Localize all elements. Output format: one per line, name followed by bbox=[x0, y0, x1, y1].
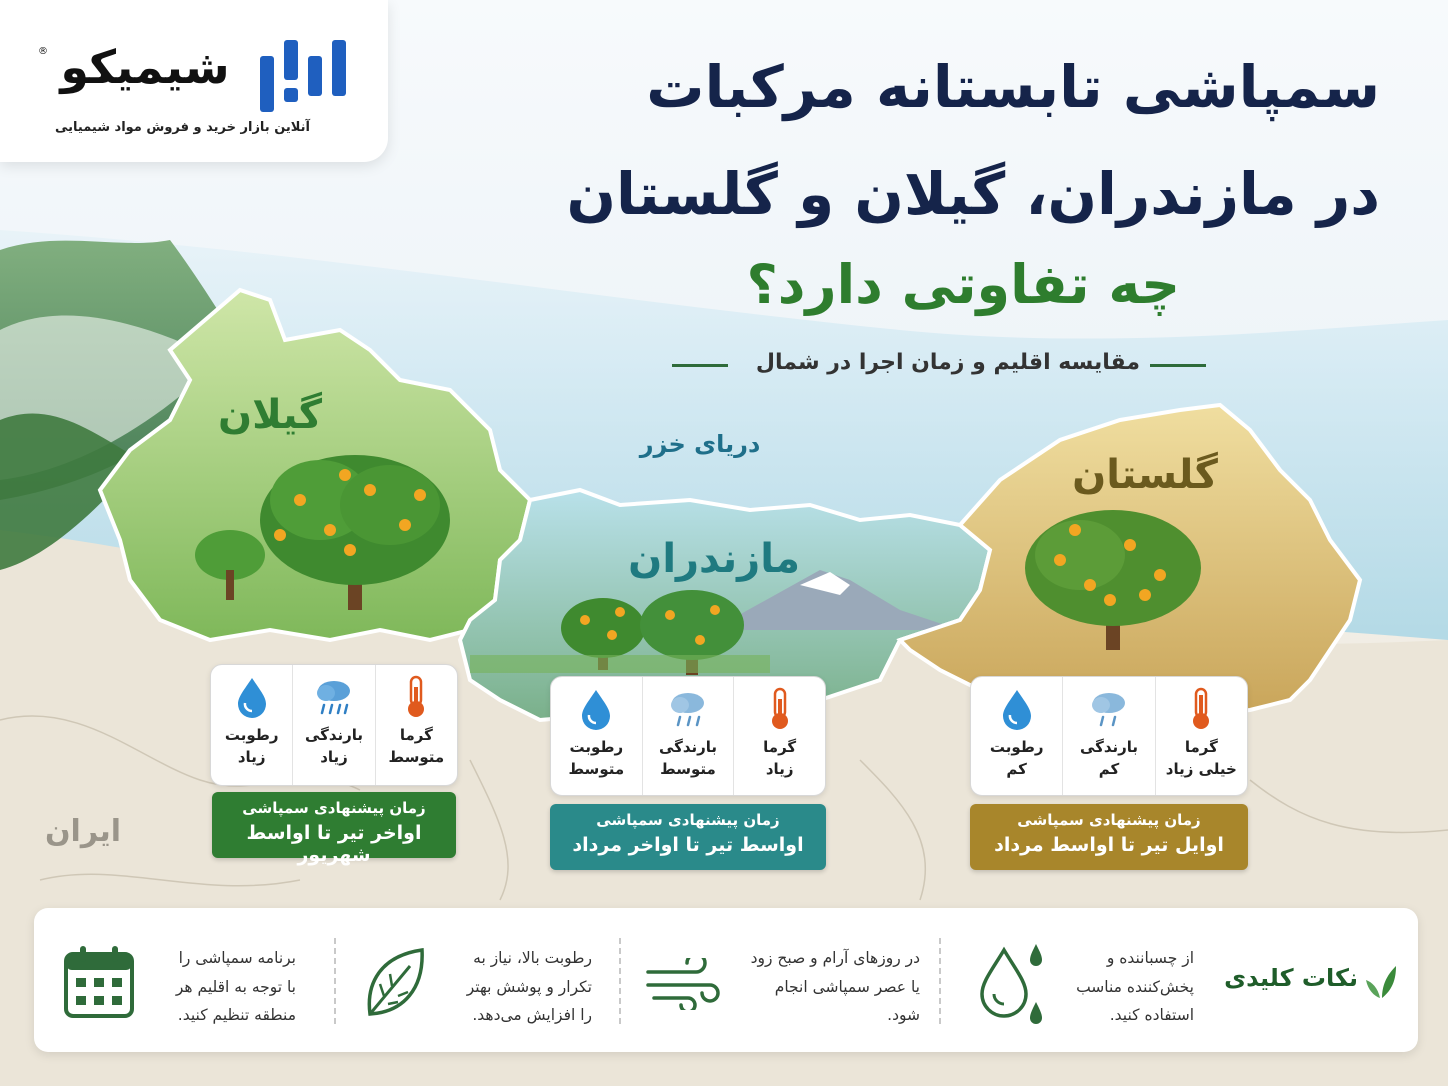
title-line-1: سمپاشی تابستانه مرکبات bbox=[646, 53, 1380, 121]
caspian-sea-label: دریای خزر bbox=[639, 430, 761, 458]
title-line-3: چه تفاوتی دارد؟ bbox=[746, 253, 1180, 316]
subtitle: مقایسه اقلیم و زمان اجرا در شمال bbox=[755, 350, 1140, 375]
thermometer-icon bbox=[1181, 687, 1221, 731]
line: با توجه به اقلیم هر bbox=[175, 977, 296, 996]
climate-humidity bbox=[551, 677, 642, 795]
region-name-gilan: گیلان bbox=[217, 392, 323, 438]
brand-logo-icon bbox=[254, 36, 354, 112]
divider bbox=[939, 938, 941, 1024]
climate-humidity bbox=[971, 677, 1062, 795]
key-point-text-3 bbox=[432, 944, 592, 1030]
line: رطوبت بالا، نیاز به bbox=[473, 949, 592, 967]
iran-label: ایران bbox=[44, 814, 122, 849]
water-drop-icon bbox=[576, 687, 616, 731]
timing-banner-gilan bbox=[212, 792, 456, 866]
rain-cloud-icon bbox=[668, 687, 708, 731]
timing-value: اواخر تیر تا اواسط شهریور bbox=[246, 822, 422, 866]
climate-rain bbox=[642, 677, 734, 795]
heat-label: گرما bbox=[1184, 738, 1218, 756]
line: را افزایش می‌دهد. bbox=[472, 1006, 592, 1025]
heat-level: متوسط bbox=[388, 747, 445, 766]
thermometer-icon bbox=[760, 687, 800, 731]
key-points-panel bbox=[34, 908, 1418, 1052]
rain-level: متوسط bbox=[660, 759, 716, 778]
climate-heat bbox=[733, 677, 825, 795]
climate-card-mazandaran bbox=[550, 676, 826, 796]
humidity-level: زیاد bbox=[237, 747, 266, 766]
humidity-label: رطوبت bbox=[569, 738, 624, 756]
rain-label: بارندگی bbox=[304, 726, 364, 744]
key-point-text-4 bbox=[138, 944, 296, 1030]
thermometer-icon bbox=[396, 675, 436, 719]
timing-label: زمان پیشنهادی سمپاشی bbox=[1017, 811, 1201, 829]
rain-cloud-icon bbox=[314, 675, 354, 719]
timing-label: زمان پیشنهادی سمپاشی bbox=[596, 811, 780, 829]
key-point-text-1 bbox=[1044, 944, 1194, 1030]
timing-banner-mazandaran bbox=[550, 804, 826, 870]
logo-card[interactable] bbox=[0, 0, 388, 162]
divider bbox=[619, 938, 621, 1024]
region-name-mazandaran: مازندران bbox=[628, 536, 800, 582]
subtitle-rule-right bbox=[1150, 364, 1206, 367]
climate-card-gilan bbox=[210, 664, 458, 786]
heat-level: خیلی زیاد bbox=[1165, 759, 1237, 778]
line: شود. bbox=[887, 1006, 920, 1025]
timing-value: اوایل تیر تا اواسط مرداد bbox=[994, 834, 1224, 856]
line: در روزهای آرام و صبح زود bbox=[750, 949, 920, 967]
line: برنامه سمپاشی را bbox=[178, 949, 296, 967]
droplets-icon bbox=[970, 940, 1050, 1026]
climate-humidity bbox=[211, 665, 292, 785]
line: منطقه تنظیم کنید. bbox=[177, 1006, 296, 1025]
humidity-level: کم bbox=[1006, 759, 1027, 778]
timing-label: زمان پیشنهادی سمپاشی bbox=[242, 799, 426, 817]
leaf-icon bbox=[360, 944, 430, 1022]
line: استفاده کنید. bbox=[1109, 1006, 1194, 1025]
subtitle-rule-left bbox=[672, 364, 728, 367]
humidity-label: رطوبت bbox=[224, 726, 279, 744]
climate-heat bbox=[1155, 677, 1247, 795]
timing-banner-golestan bbox=[970, 804, 1248, 870]
line: از چسباننده و bbox=[1106, 949, 1194, 967]
key-point-text-2 bbox=[714, 944, 920, 1030]
heat-label: گرما bbox=[399, 726, 433, 744]
calendar-icon bbox=[62, 944, 136, 1020]
climate-rain bbox=[292, 665, 374, 785]
line: تکرار و پوشش بهتر bbox=[466, 977, 592, 996]
heat-level: زیاد bbox=[765, 759, 794, 778]
rain-label: بارندگی bbox=[1079, 738, 1139, 756]
brand-tagline: آنلاین بازار خرید و فروش مواد شیمیایی bbox=[54, 120, 310, 135]
line: پخش‌کننده مناسب bbox=[1076, 977, 1194, 996]
water-drop-icon bbox=[232, 675, 272, 719]
registered-mark: ® bbox=[38, 46, 48, 57]
humidity-level: متوسط bbox=[568, 759, 625, 778]
water-drop-icon bbox=[997, 687, 1037, 731]
rain-level: زیاد bbox=[320, 747, 348, 766]
climate-card-golestan bbox=[970, 676, 1248, 796]
key-points-title: نکات کلیدی bbox=[1224, 964, 1358, 992]
timing-value: اواسط تیر تا اواخر مرداد bbox=[572, 834, 804, 856]
wind-icon bbox=[644, 958, 722, 1010]
rain-cloud-icon bbox=[1089, 687, 1129, 731]
rain-level: کم bbox=[1098, 759, 1120, 778]
brand-name: شیمیکو bbox=[60, 40, 230, 94]
climate-rain bbox=[1062, 677, 1154, 795]
title-line-2: در مازندران، گیلان و گلستان bbox=[566, 160, 1380, 228]
climate-heat bbox=[375, 665, 457, 785]
divider bbox=[334, 938, 336, 1024]
humidity-label: رطوبت bbox=[989, 738, 1044, 756]
heat-label: گرما bbox=[763, 738, 797, 756]
line: یا عصر سمپاشی انجام bbox=[774, 977, 920, 996]
leaves-icon bbox=[1364, 958, 1400, 1002]
region-name-golestan: گلستان bbox=[1072, 452, 1218, 498]
rain-label: بارندگی bbox=[658, 738, 718, 756]
